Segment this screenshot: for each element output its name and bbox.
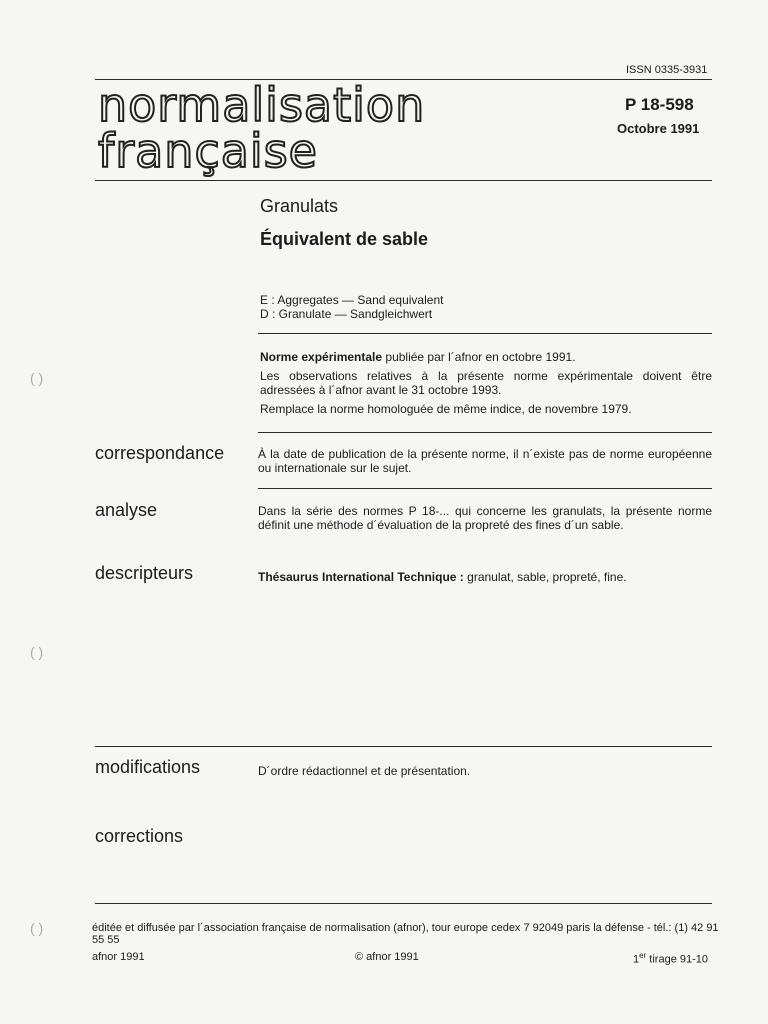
logo-francaise: française xyxy=(98,124,318,178)
footer-rule xyxy=(95,903,712,904)
copyright-center: © afnor 1991 xyxy=(355,951,419,963)
translation-german: D : Granulate — Sandgleichwert xyxy=(260,307,433,321)
tirage-info xyxy=(633,951,708,966)
correspondance-heading: correspondance xyxy=(95,443,225,463)
tirage-prefix: 1 xyxy=(633,953,640,966)
binder-hole: ( ) xyxy=(30,920,44,936)
descripteurs-heading: descripteurs xyxy=(95,563,194,583)
document-date: Octobre 1991 xyxy=(617,121,700,136)
page-title: Équivalent de sable xyxy=(260,229,429,249)
copyright-left: afnor 1991 xyxy=(92,951,145,963)
modifications-text: D´ordre rédactionnel et de présentation. xyxy=(258,764,471,778)
corrections-heading: corrections xyxy=(95,826,184,846)
issn: ISSN 0335-3931 xyxy=(626,64,708,76)
logo-normalisation: normalisation xyxy=(98,78,426,132)
descripteurs-keywords: granulat, sable, propreté, fine. xyxy=(463,570,627,584)
status-label: Norme expérimentale xyxy=(260,350,383,364)
analyse-heading: analyse xyxy=(95,500,158,520)
modifications-rule xyxy=(95,746,712,747)
modifications-heading: modifications xyxy=(95,757,201,777)
publisher-info: éditée et diffusée par l´association française de normalisation (afnor), tour europe cedex 7 92049 paris la défense - tél.: (1) 42 91 55 55 xyxy=(92,922,719,946)
correspondance-rule xyxy=(258,432,712,433)
descripteurs-text xyxy=(258,570,712,584)
status-line1-text: publiée par l´afnor en octobre 1991. xyxy=(382,350,576,364)
category-title: Granulats xyxy=(260,196,339,216)
status-line1 xyxy=(260,350,712,364)
correspondance-text: À la date de publication de la présente norme, il n´existe pas de norme européenne ou internationale sur le sujet. xyxy=(258,447,712,475)
thesaurus-label: Thésaurus International Technique : xyxy=(258,570,464,584)
analyse-rule xyxy=(258,488,712,489)
header-bottom-rule xyxy=(95,180,712,181)
binder-hole: ( ) xyxy=(30,370,44,386)
analyse-text: Dans la série des normes P 18-... qui concerne les granulats, la présente norme définit une méthode d´évaluation de la propreté des fines d´un sable. xyxy=(258,504,712,532)
tirage-rest: tirage 91-10 xyxy=(646,953,709,966)
status-replaces: Remplace la norme homologuée de même indice, de novembre 1979. xyxy=(260,402,632,416)
tirage-sup: er xyxy=(639,951,647,960)
binder-hole: ( ) xyxy=(30,644,44,660)
document-number: P 18-598 xyxy=(625,95,694,114)
translation-english: E : Aggregates — Sand equivalent xyxy=(260,293,444,307)
status-observations: Les observations relatives à la présente norme expérimentale doivent être adressées à l´afnor avant le 31 octobre 1993. xyxy=(260,369,712,397)
status-top-rule xyxy=(258,333,712,334)
